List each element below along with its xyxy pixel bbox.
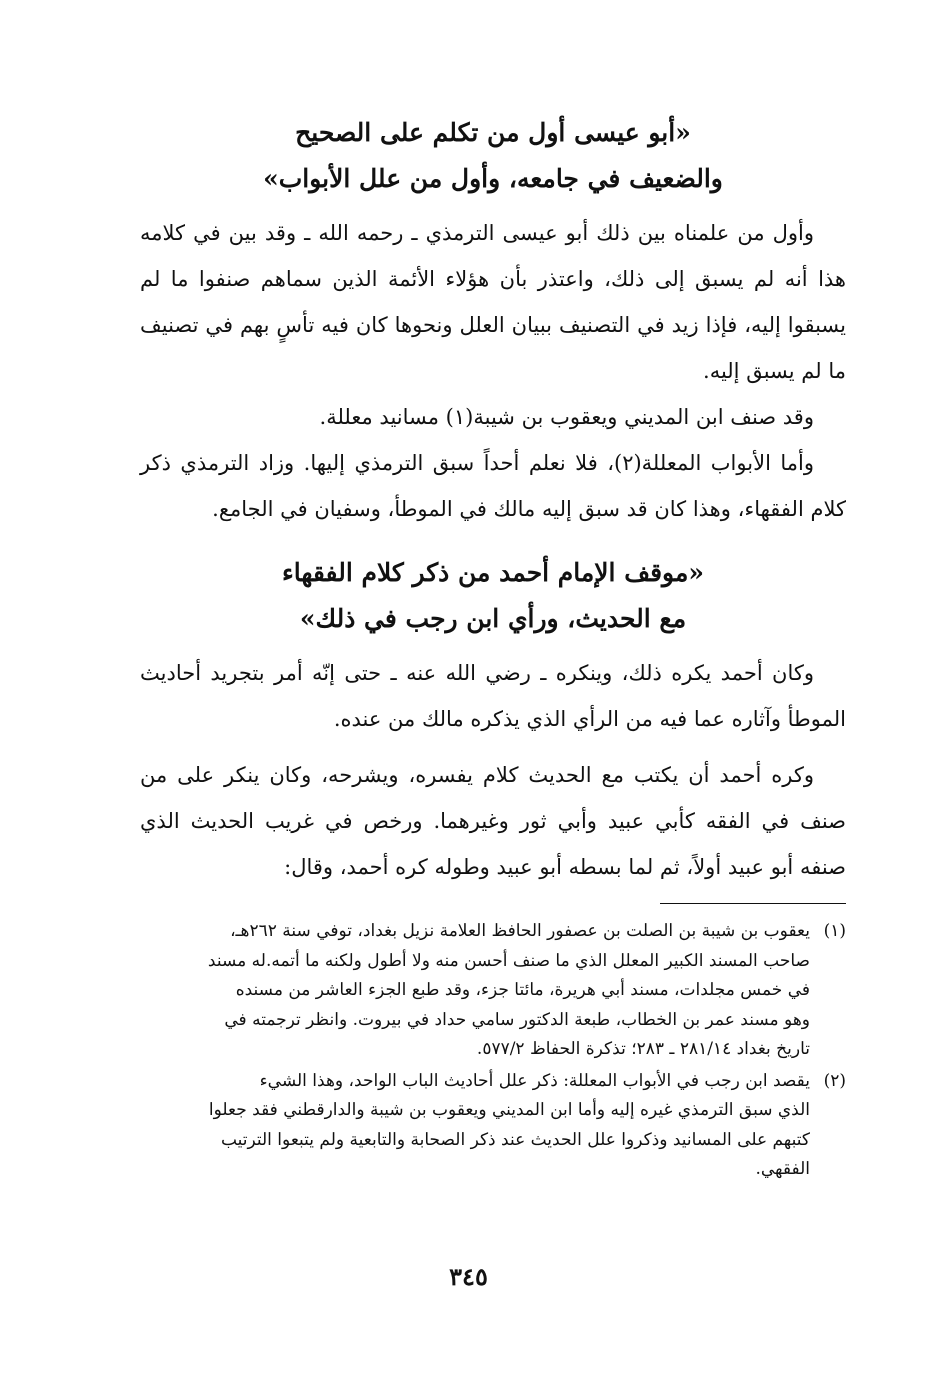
section-heading-2-line-1: «موقف الإمام أحمد من ذكر كلام الفقهاء xyxy=(282,558,704,587)
paragraph-tirmidhi-first: وأول من علمناه بين ذلك أبو عيسى الترمذي ـ رحمه الله ـ وقد بين في كلامه هذا أنه لم يسبق إلى ذلك، واعتذر بأن هؤلاء الأئمة الذين سماهم صنفوا ما لم يسبقوا إليه، فإذا زيد في التصنيف ببيان العلل ونحوها كان فيه تأسٍ بهم في تصنيف ما لم يسبق إليه. xyxy=(140,221,846,383)
section-heading-2-line-2: مع الحديث، ورأي ابن رجب في ذلك» xyxy=(299,604,687,633)
footnote-1-number: (١) xyxy=(823,921,846,941)
section-heading-2 xyxy=(140,550,846,642)
paragraph-muallal-chapters: وأما الأبواب المعللة(٢)، فلا نعلم أحداً سبق الترمذي إليها. وزاد الترمذي ذكر كلام الفقهاء، وهذا كان قد سبق إليه مالك في الموطأ، وسفيان في الجامع. xyxy=(140,451,846,521)
footnote-1-line: تاريخ بغداد ٢٨١/١٤ ـ ٢٨٣؛ تذكرة الحفاظ ٥٧٧/٢. xyxy=(476,1039,810,1059)
footnote-1-line: صاحب المسند الكبير المعلل الذي ما صنف أحسن منه ولا أطول ولكنه ما أتمه.له مسند xyxy=(207,950,810,971)
footnote-separator xyxy=(660,903,846,904)
section-heading-1 xyxy=(140,110,846,202)
footnote-2 xyxy=(150,1067,846,1185)
section-heading-1-line-1: «أبو عيسى أول من تكلم على الصحيح xyxy=(295,118,691,147)
footnote-1-line: في خمس مجلدات، مسند أبي هريرة، مائتا جزء، وقد طبع الجزء العاشر من مسنده xyxy=(235,980,810,1000)
footnote-1-line: وهو مسند عمر بن الخطاب، طبعة الدكتور سامي حداد في بيروت. وانظر ترجمته في xyxy=(224,1009,810,1030)
footnote-1 xyxy=(150,917,846,1065)
footnote-2-number: (٢) xyxy=(823,1070,846,1091)
footnote-1-text xyxy=(150,917,810,1065)
footnote-2-line: كتبهم على المسانيد وذكروا علل الحديث عند ذكر الصحابة والتابعية ولم يتبعوا الترتيب xyxy=(220,1129,810,1150)
page-number: ٣٤٥ xyxy=(449,1262,488,1291)
section-heading-1-line-2: والضعيف في جامعه، وأول من علل الأبواب» xyxy=(263,164,723,193)
footnote-2-line: يقصد ابن رجب في الأبواب المعللة: ذكر علل أحاديث الباب الواحد، وهذا الشيء xyxy=(259,1070,810,1091)
footnote-2-line: الفقهي. xyxy=(755,1159,810,1179)
paragraph-ahmad-commentary: وكره أحمد أن يكتب مع الحديث كلام يفسره، ويشرحه، وكان ينكر على من صنف في الفقه كأبي عبيد وأبي ثور وغيرهما. ورخص في غريب الحديث الذي صنفه أبو عبيد أولاً، ثم لما بسطه أبو عبيد وطوله كره أحمد، وقال: xyxy=(140,763,846,879)
paragraph-ahmad-disliked: وكان أحمد يكره ذلك، وينكره ـ رضي الله عنه ـ حتى إنّه أمر بتجريد أحاديث الموطأ وآثاره عما فيه من الرأي الذي يذكره مالك من عنده. xyxy=(140,661,846,731)
footnote-2-line: الذي سبق الترمذي غيره إليه وأما ابن المديني ويعقوب بن شيبة والدارقطني فقد جعلوا xyxy=(208,1100,810,1120)
footnote-2-text xyxy=(150,1067,810,1185)
footnotes xyxy=(150,917,846,1187)
paragraph-musnad-authors: وقد صنف ابن المديني ويعقوب بن شيبة(١) مسانيد معللة. xyxy=(319,405,814,429)
footnote-1-line: يعقوب بن شيبة بن الصلت بن عصفور الحافظ العلامة نزيل بغداد، توفي سنة ٢٦٢هـ، xyxy=(230,921,810,941)
main-text-column xyxy=(140,110,846,890)
